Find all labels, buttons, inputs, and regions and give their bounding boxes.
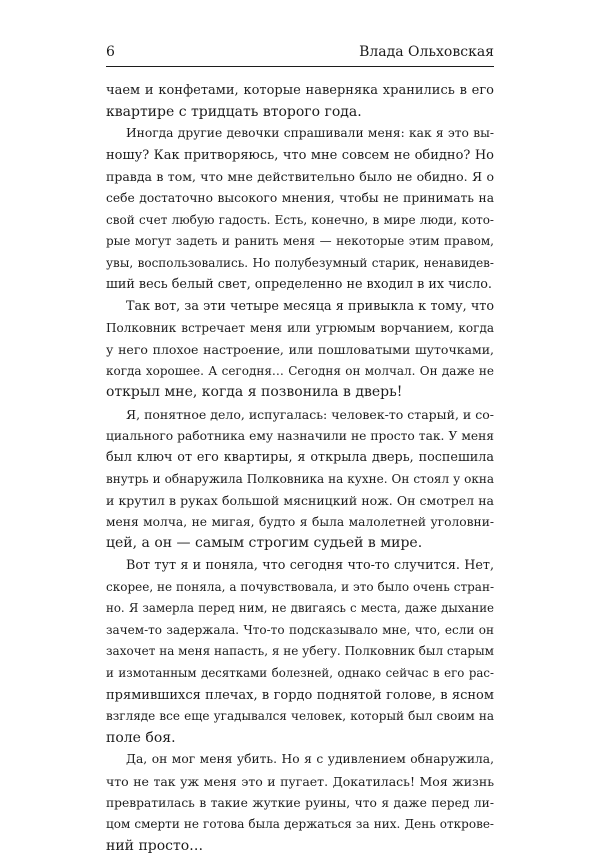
text-line: у него плохое настроение, или пошловатыми шуточками, <box>106 342 494 358</box>
running-head <box>106 44 494 60</box>
text-line: правда в том, что мне действительно было не обидно. Я о <box>106 169 494 185</box>
text-line: меня молча, не мигая, будто я была малолетней уголовни- <box>106 514 494 529</box>
text-line: квартире с тридцать второго года. <box>106 103 362 120</box>
text-line: когда хорошее. А сегодня… Сегодня он молчал. Он даже не <box>106 363 494 378</box>
text-line: что не так уж меня это и пугает. Докатилась! Моя жизнь <box>106 774 494 789</box>
text-line: внутрь и обнаружила Полковника на кухне. Он стоял у окна <box>106 471 494 486</box>
text-line: Да, он мог меня убить. Но я с удивлением обнаружила, <box>126 752 494 767</box>
text-line: был ключ от его квартиры, я открыла дверь, поспешила <box>106 450 494 466</box>
text-line: ношу? Как притворяюсь, что мне совсем не обидно? Но <box>106 147 494 163</box>
text-line: прямившихся плечах, в гордо поднятой голове, в ясном <box>106 687 494 703</box>
header-rule <box>106 66 494 67</box>
text-line: и измотанным десятками болезней, однако сейчас в его рас- <box>106 666 494 681</box>
text-line: увы, воспользовались. Но полубезумный старик, ненавидев- <box>106 255 494 270</box>
text-line: ний просто… <box>106 837 204 854</box>
text-line: себе достаточно высокого мнения, чтобы не принимать на <box>106 190 494 205</box>
text-line: зачем-то задержала. Что-то подсказывало мне, что, если он <box>106 622 494 637</box>
text-line: открыл мне, когда я позвонила в дверь! <box>106 384 403 401</box>
author-name: Влада Ольховская <box>359 44 494 60</box>
text-line: превратилась в такие жуткие руины, что я даже перед ли- <box>106 795 494 810</box>
text-line: рые могут задеть и ранить меня — некоторые этим правом, <box>106 234 494 249</box>
text-line: Так вот, за эти четыре месяца я привыкла к тому, что <box>126 298 494 314</box>
text-line: Иногда другие девочки спрашивали меня: как я это вы- <box>126 126 494 141</box>
body-text <box>106 80 494 857</box>
text-line: чаем и конфетами, которые наверняка хранились в его <box>106 83 494 98</box>
page-number: 6 <box>106 44 115 60</box>
text-line: цей, а он — самым строгим судьей в мире. <box>106 535 423 552</box>
text-line: циального работника ему назначили не просто так. У меня <box>106 428 494 443</box>
text-line: скорее, не поняла, а почувствовала, и это было очень стран- <box>106 579 494 594</box>
text-line: взгляде все еще угадывался человек, который был своим на <box>106 709 494 724</box>
text-line: Полковник встречает меня или угрюмым ворчанием, когда <box>106 320 494 335</box>
text-line: Вот тут я и поняла, что сегодня что-то случится. Нет, <box>126 558 494 574</box>
text-line: поле боя. <box>106 729 176 746</box>
text-line: ший весь белый свет, определенно не входил в их число. <box>106 277 492 293</box>
text-line: захочет на меня напасть, я не убегу. Полковник был старым <box>106 644 494 659</box>
text-line: но. Я замерла перед ним, не двигаясь с места, даже дыхание <box>106 601 494 616</box>
text-line: цом смерти не готова была держаться за них. День открове- <box>106 817 494 832</box>
text-line: свой счет любую гадость. Есть, конечно, в мире люди, кото- <box>106 212 494 227</box>
text-line: Я, понятное дело, испугалась: человек-то старый, и со- <box>126 406 494 422</box>
text-line: и крутил в руках большой мясницкий нож. Он смотрел на <box>106 493 494 509</box>
